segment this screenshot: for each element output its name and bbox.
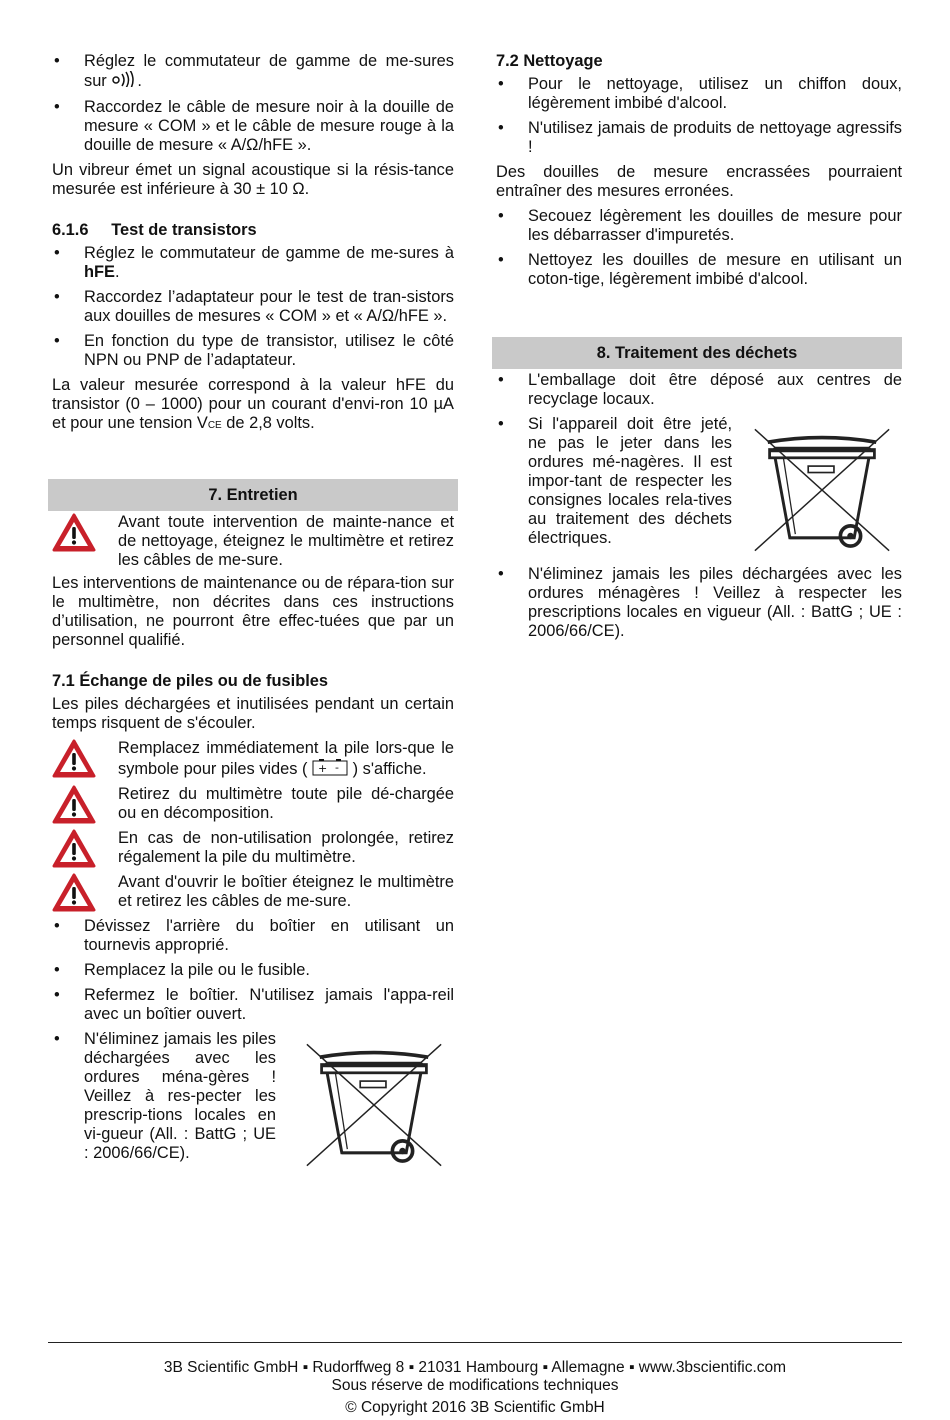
section-heading-7-2: 7.2 Nettoyage xyxy=(496,52,603,70)
warning-triangle-icon xyxy=(52,739,96,779)
warning-triangle-icon xyxy=(52,785,96,825)
list-item: • Secouez légèrement les douilles de mesure pour les débarrasser d'impuretés. xyxy=(496,207,902,245)
paragraph: Les interventions de maintenance ou de répara-tion sur le multimètre, non décrites dans ces instructions d’utilisation, ne pourront être effec-tuées que par un personnel qualifié. xyxy=(52,574,454,649)
crossed-out-wheelie-bin-icon xyxy=(742,415,902,565)
crossed-out-wheelie-bin-icon xyxy=(294,1030,454,1180)
list-item: • En fonction du type de transistor, utilisez le côté NPN ou PNP de l’adaptateur. xyxy=(52,332,454,370)
footer-copyright: © Copyright 2016 3B Scientific GmbH xyxy=(345,1399,605,1416)
list-item: • Si l'appareil doit être jeté, ne pas le jeter dans les ordures mé-nagères. Il est impor-tant de respecter les consignes locales rela-tives au traitement des déchets électriques. xyxy=(496,415,732,548)
paragraph: La valeur mesurée correspond à la valeur hFE du transistor (0 – 1000) pour un courant d'envi-ron 10 µA et pour une tension VCE de 2,8 volts. xyxy=(52,376,454,432)
list-item: • Refermez le boîtier. N'utilisez jamais l'appa-reil avec un boîtier ouvert. xyxy=(52,986,454,1024)
list-item: • Raccordez le câble de mesure noir à la douille de mesure « COM » et le câble de mesure rouge à la douille de mesure « A/Ω/hFE ». xyxy=(52,98,454,155)
warning-triangle-icon xyxy=(52,829,96,869)
continuity-beep-icon xyxy=(111,71,137,92)
list-item: • Dévissez l'arrière du boîtier en utilisant un tournevis approprié. xyxy=(52,917,454,955)
list-item: • Remplacez la pile ou le fusible. xyxy=(52,961,454,980)
svg-text:-: - xyxy=(335,761,340,774)
warning-triangle-icon xyxy=(52,873,96,913)
list-item: • Nettoyez les douilles de mesure en utilisant un coton-tige, légèrement imbibé d'alcool. xyxy=(496,251,902,289)
section-bar-entretien: 7. Entretien xyxy=(48,479,458,511)
section-heading-6-1-6: 6.1.6 Test de transistors xyxy=(52,221,257,239)
warning-note: Avant toute intervention de mainte-nance et de nettoyage, éteignez le multimètre et retirez les câbles de me-sure. xyxy=(52,513,454,570)
warning-triangle-icon xyxy=(52,513,96,553)
warning-note: Avant d'ouvrir le boîtier éteignez le multimètre et retirez les câbles de me-sure. xyxy=(52,873,454,913)
list-item: • N'éliminez jamais les piles déchargées avec les ordures ménagères ! Veillez à respecter les prescriptions locales en vigueur (All. : BattG ; UE : 2006/66/CE). xyxy=(496,565,902,641)
svg-text:+: + xyxy=(318,762,328,775)
bin-note xyxy=(52,1030,454,1180)
warning-note: Retirez du multimètre toute pile dé-chargée ou en décomposition. xyxy=(52,785,454,825)
bin-note xyxy=(496,415,902,565)
section-bar-traitement-des-dechets: 8. Traitement des déchets xyxy=(492,337,902,369)
list-item: • N'utilisez jamais de produits de nettoyage agressifs ! xyxy=(496,119,902,157)
footer-divider xyxy=(48,1342,902,1343)
list-item: • Réglez le commutateur de gamme de me-sures à hFE. xyxy=(52,244,454,282)
section-heading-7-1: 7.1 Échange de piles ou de fusibles xyxy=(52,672,328,690)
footer-disclaimer: Sous réserve de modifications techniques xyxy=(331,1377,619,1394)
footer-address: 3B Scientific GmbH ▪ Rudorffweg 8 ▪ 21031 Hambourg ▪ Allemagne ▪ www.3bscientific.com xyxy=(163,1359,787,1376)
list-item: • Raccordez l’adaptateur pour le test de tran-sistors aux douilles de mesures « COM » et « A/Ω/hFE ». xyxy=(52,288,454,326)
list-item: • Pour le nettoyage, utilisez un chiffon doux, légèrement imbibé d'alcool. xyxy=(496,75,902,113)
paragraph: Un vibreur émet un signal acoustique si la résis-tance mesurée est inférieure à 30 ± 10 Ω. xyxy=(52,161,454,198)
list-item: • N'éliminez jamais les piles déchargées avec les ordures ména-gères ! Veillez à res-pecter les prescrip-tions locales en vi-gueur (All. : BattG ; UE : 2006/66/CE). xyxy=(52,1030,276,1163)
right-column xyxy=(496,52,902,647)
warning-note: Remplacez immédiatement la pile lors-que le symbole pour piles vides ( + - ) s'affiche. xyxy=(52,739,454,781)
left-column xyxy=(52,52,454,1180)
warning-note: En cas de non-utilisation prolongée, retirez régalement la pile du multimètre. xyxy=(52,829,454,869)
paragraph: Les piles déchargées et inutilisées pendant un certain temps risquent de s'écouler. xyxy=(52,695,454,732)
paragraph: Des douilles de mesure encrassées pourraient entraîner des mesures erronées. xyxy=(496,163,902,200)
empty-battery-icon xyxy=(312,758,348,781)
list-item: • Réglez le commutateur de gamme de me-sures sur . xyxy=(52,52,454,92)
list-item: • L'emballage doit être déposé aux centres de recyclage locaux. xyxy=(496,371,902,409)
